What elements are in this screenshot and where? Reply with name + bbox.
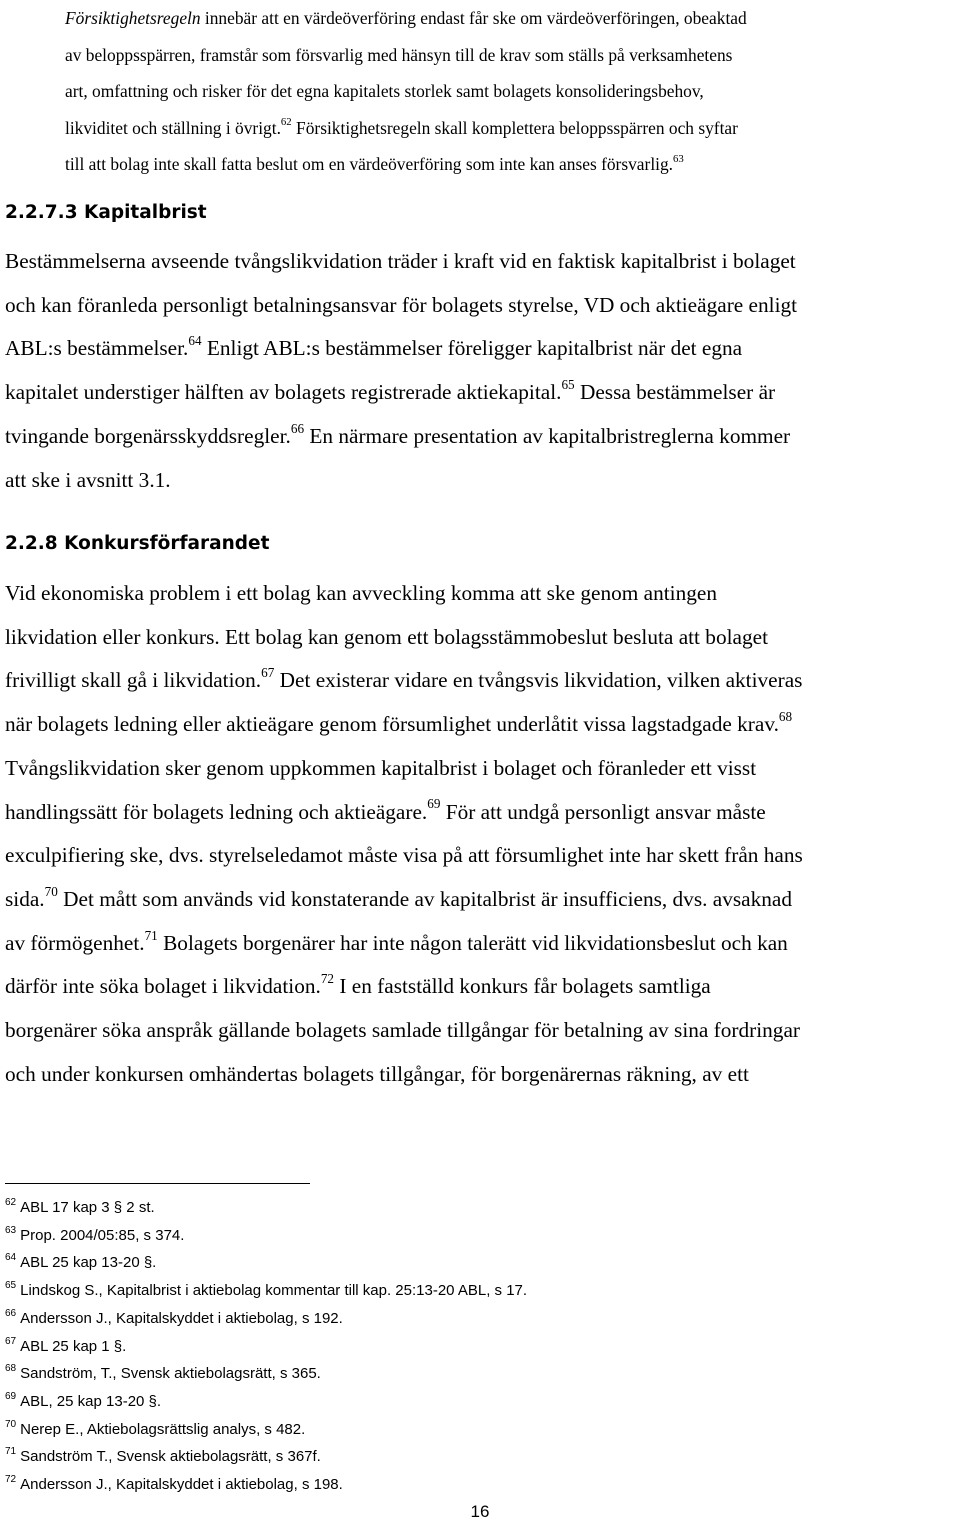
footnote-ref-63[interactable]: 63 bbox=[673, 152, 684, 165]
footnote bbox=[5, 1389, 905, 1417]
footnote-number: 67 bbox=[5, 1335, 17, 1347]
footnote bbox=[5, 1250, 905, 1278]
section-heading-konkursforfarandet: 2.2.8 Konkursförfarandet bbox=[5, 533, 270, 554]
footnote-ref-65[interactable]: 65 bbox=[561, 377, 575, 393]
body-line: och kan föranleda personligt betalningsansvar för bolagets styrelse, VD och aktieägare enligt bbox=[5, 292, 798, 317]
footnote-number: 62 bbox=[5, 1197, 17, 1208]
konkurs-paragraph bbox=[5, 572, 960, 1096]
footnote bbox=[5, 1417, 905, 1445]
footnote-text: ABL 25 kap 13-20 §. bbox=[20, 1254, 157, 1272]
intro-line: Försiktighetsregeln innebär att en värdeöverföring endast får ske om värdeöverföringen, obeaktad bbox=[65, 8, 747, 28]
footnote-text: Prop. 2004/05:85, s 374. bbox=[20, 1226, 185, 1244]
footnote-ref-71[interactable]: 71 bbox=[144, 927, 158, 943]
footnote-number: 70 bbox=[5, 1418, 17, 1430]
body-line: likvidation eller konkurs. Ett bolag kan genom ett bolagsstämmobeslut besluta att bolaget bbox=[5, 624, 768, 649]
footnote-ref-68[interactable]: 68 bbox=[778, 709, 793, 725]
footnote-text: ABL 25 kap 1 §. bbox=[20, 1337, 127, 1355]
footnote bbox=[5, 1306, 905, 1334]
footnote-number: 71 bbox=[5, 1446, 17, 1458]
intro-term: Försiktighetsregeln bbox=[65, 8, 201, 28]
body-line: och under konkursen omhändertas bolagets tillgångar, för borgenärernas räkning, av ett bbox=[5, 1061, 749, 1086]
body-line: frivilligt skall gå i likvidation.$^{67}$ Det existerar vidare en tvångsvis likvidation, vilken aktiveras bbox=[5, 665, 803, 693]
footnote-ref-69[interactable]: 69 bbox=[427, 796, 441, 812]
footnote-number: 66 bbox=[5, 1307, 17, 1319]
body-line: av förmögenhet.$^{71}$ Bolagets borgenärer har inte någon talerätt vid likvidationsbeslut och kan bbox=[5, 927, 788, 955]
body-line: handlingssätt för bolagets ledning och aktieägare.$^{69}$ För att undgå personligt ansvar måste bbox=[5, 796, 766, 824]
footnote-text: Sandström T., Svensk aktiebolagsrätt, s 367f. bbox=[20, 1448, 321, 1466]
footnote-number: 72 bbox=[5, 1474, 17, 1486]
footnote-number: 64 bbox=[5, 1252, 17, 1264]
footnote-separator bbox=[5, 1183, 310, 1184]
body-line: Vid ekonomiska problem i ett bolag kan avveckling komma att ske genom antingen bbox=[5, 581, 717, 605]
body-line: därför inte söka bolaget i likvidation.$^{72}$ I en fastställd konkurs får bolagets samtliga bbox=[5, 971, 711, 999]
footnote-number: 65 bbox=[5, 1280, 17, 1292]
body-line: ABL:s bestämmelser.$^{64}$ Enligt ABL:s bestämmelser föreligger kapitalbrist när det egna bbox=[5, 333, 743, 361]
footnote bbox=[5, 1444, 905, 1472]
footnotes bbox=[5, 1195, 905, 1500]
footnote bbox=[5, 1195, 905, 1223]
footnote-ref-66[interactable]: 66 bbox=[290, 420, 305, 436]
body-line: kapitalet understiger hälften av bolagets registrerade aktiekapital.$^{65}$ Dessa bestämmelser är bbox=[5, 377, 776, 405]
footnote bbox=[5, 1223, 905, 1251]
intro-line: av beloppsspärren, framstår som försvarlig med hänsyn till de krav som ställs på verksamhetens bbox=[65, 44, 733, 65]
intro-line: till att bolag inte skall fatta beslut om en värdeöverföring som inte kan anses försvarlig.$^{63}$ bbox=[65, 152, 684, 174]
footnote-ref-67[interactable]: 67 bbox=[261, 665, 275, 681]
body-line: borgenärer söka anspråk gällande bolagets samlade tillgångar för betalning av sina fordringar bbox=[5, 1018, 800, 1043]
footnote-text: Sandström, T., Svensk aktiebolagsrätt, s 365. bbox=[20, 1365, 321, 1383]
intro-quote bbox=[65, 0, 945, 183]
body-line: Tvångslikvidation sker genom uppkommen kapitalbrist i bolaget och föranleder ett visst bbox=[5, 755, 757, 780]
footnote-number: 63 bbox=[5, 1224, 17, 1236]
kapitalbrist-paragraph bbox=[5, 240, 960, 502]
footnote-ref-72[interactable]: 72 bbox=[320, 971, 335, 987]
footnote-number: 69 bbox=[5, 1390, 17, 1402]
footnote-text: Lindskog S., Kapitalbrist i aktiebolag kommentar till kap. 25:13-20 ABL, s 17. bbox=[20, 1282, 528, 1300]
body-line: Bestämmelserna avseende tvångslikvidation träder i kraft vid en faktisk kapitalbrist i bolaget bbox=[5, 249, 796, 273]
body-line: exculpifiering ske, dvs. styrelseledamot måste visa på att försumlighet inte har skett från hans bbox=[5, 843, 803, 868]
footnote-text: ABL 17 kap 3 § 2 st. bbox=[20, 1199, 155, 1216]
footnote-ref-70[interactable]: 70 bbox=[44, 883, 58, 899]
footnote-ref-64[interactable]: 64 bbox=[188, 333, 202, 349]
intro-line: art, omfattning och risker för det egna kapitalets storlek samt bolagets konsolideringsbehov, bbox=[65, 81, 704, 101]
footnote-ref-62[interactable]: 62 bbox=[280, 116, 292, 129]
body-line: tvingande borgenärsskyddsregler.$^{66}$ En närmare presentation av kapitalbristreglerna kommer bbox=[5, 420, 791, 448]
footnote-text: ABL, 25 kap 13-20 §. bbox=[20, 1392, 162, 1410]
body-line: att ske i avsnitt 3.1. bbox=[5, 467, 171, 492]
page-number: 16 bbox=[470, 1502, 490, 1521]
footnote-text: Nerep E., Aktiebolagsrättslig analys, s 482. bbox=[20, 1420, 306, 1438]
footnote bbox=[5, 1278, 905, 1306]
footnote bbox=[5, 1334, 905, 1362]
footnote bbox=[5, 1361, 905, 1389]
footnote bbox=[5, 1472, 905, 1500]
intro-line: likviditet och ställning i övrigt.$^{62}$ Försiktighetsregeln skall komplettera beloppsspärren och syftar bbox=[65, 116, 738, 138]
footnote-number: 68 bbox=[5, 1363, 17, 1375]
section-heading-kapitalbrist: 2.2.7.3 Kapitalbrist bbox=[5, 202, 207, 223]
body-line: när bolagets ledning eller aktieägare genom försumlighet underlåtit vissa lagstadgade krav.$^{68}$ bbox=[5, 709, 793, 737]
footnote-text: Andersson J., Kapitalskyddet i aktiebolag, s 198. bbox=[20, 1476, 343, 1494]
footnote-text: Andersson J., Kapitalskyddet i aktiebolag, s 192. bbox=[20, 1309, 343, 1327]
body-line: sida.$^{70}$ Det mått som används vid konstaterande av kapitalbrist är insufficiens, dvs. avsaknad bbox=[5, 883, 792, 911]
